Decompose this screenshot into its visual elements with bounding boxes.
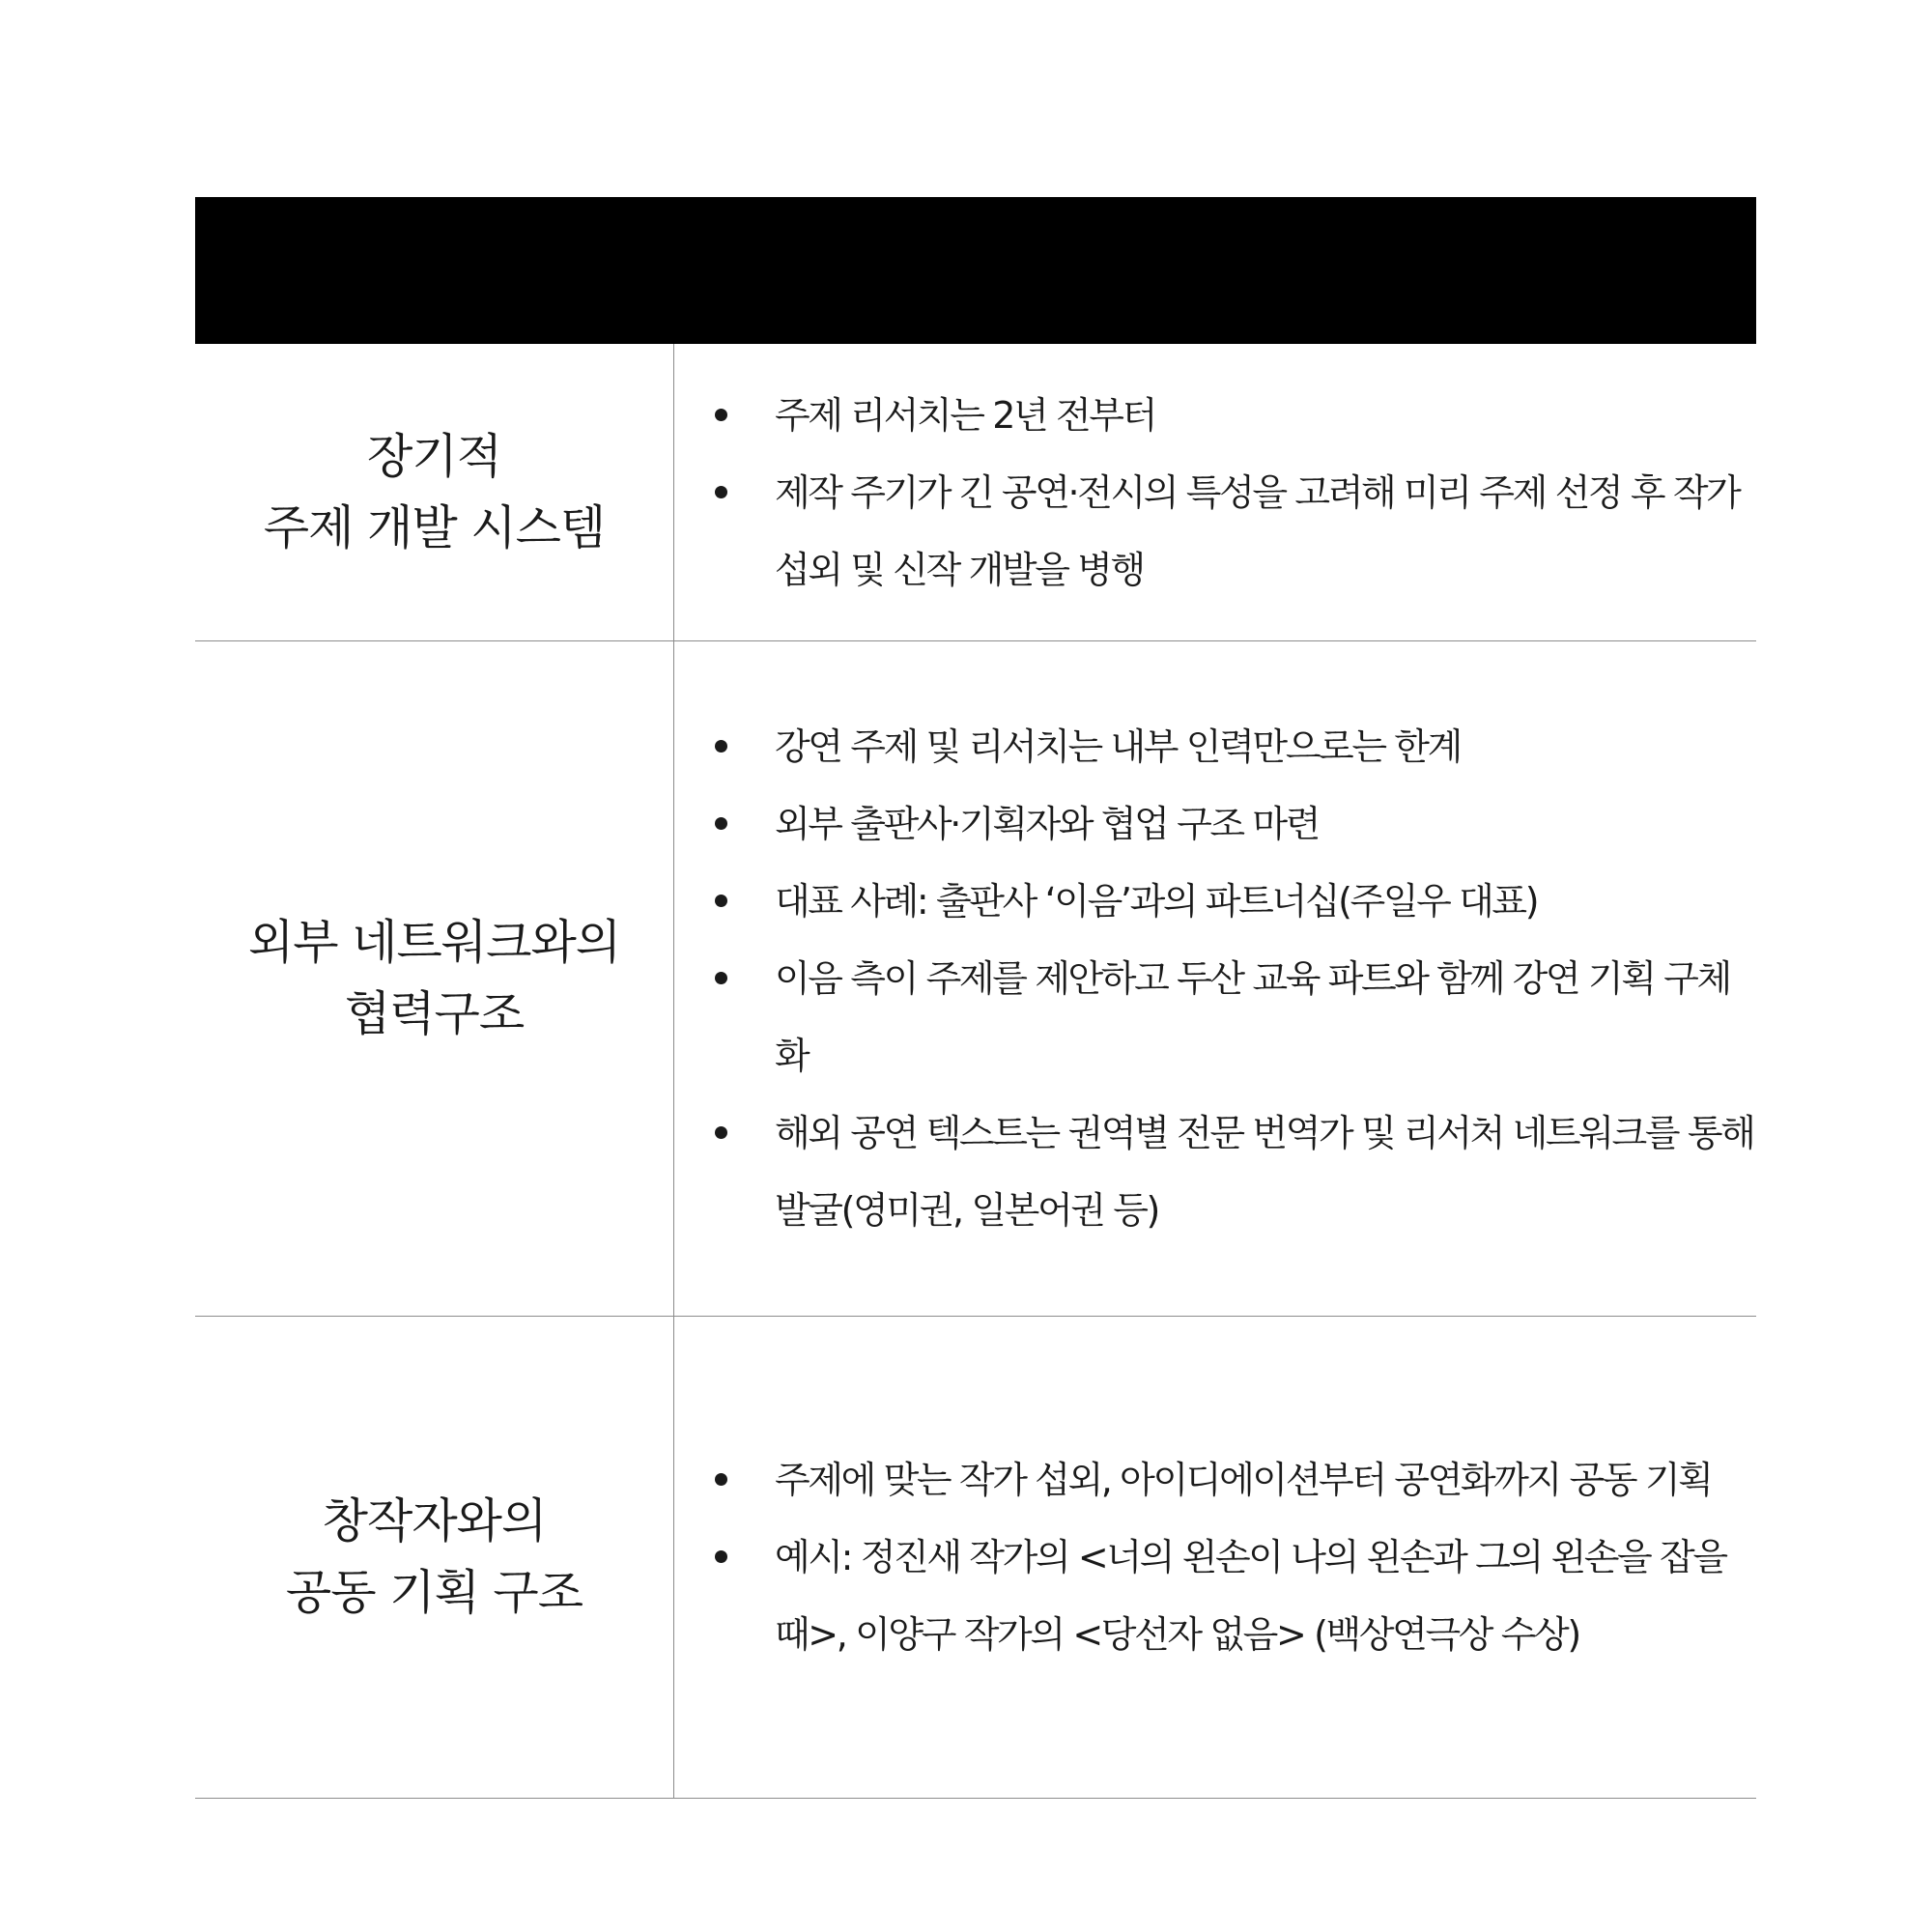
table-row — [195, 641, 1756, 1317]
bullet-text: 이음 측이 주제를 제안하고 두산 교육 파트와 함께 강연 기획 구체화 — [775, 957, 1730, 1077]
bullet-list — [703, 377, 1756, 609]
table-header-bar — [195, 197, 1756, 344]
bullet-dot-icon — [715, 1550, 727, 1563]
row-title-line: 장기적 — [366, 428, 501, 484]
row-title-line: 주제 개발 시스템 — [263, 499, 606, 555]
row-title-cell — [195, 641, 674, 1316]
bullet-item — [703, 940, 1756, 1094]
bullet-item — [703, 454, 1756, 609]
table-row — [195, 344, 1756, 641]
bullet-text: 예시: 정진새 작가의 <너의 왼손이 나의 왼손과 그의 왼손을 잡을 때>, 이양구 작가의 <당선자 없음> (백상연극상 수상) — [775, 1536, 1726, 1656]
bullet-item — [703, 863, 1756, 940]
row-title-line: 외부 네트워크와의 — [247, 915, 621, 970]
bullet-text: 주제 리서치는 2년 전부터 — [775, 393, 1155, 437]
row-body-cell — [674, 1317, 1756, 1798]
row-title-cell — [195, 344, 674, 640]
bullet-item — [703, 785, 1756, 863]
bullet-list — [703, 708, 1756, 1249]
row-body-cell — [674, 641, 1756, 1316]
table-row — [195, 1317, 1756, 1799]
bullet-item — [703, 1441, 1756, 1519]
bullet-dot-icon — [715, 740, 727, 753]
bullet-dot-icon — [715, 972, 727, 984]
bullet-item — [703, 1094, 1756, 1249]
bullet-text: 강연 주제 및 리서치는 내부 인력만으로는 한계 — [775, 725, 1461, 768]
bullet-item — [703, 1519, 1756, 1673]
bullet-dot-icon — [715, 409, 727, 421]
bullet-text: 제작 주기가 긴 공연·전시의 특성을 고려해 미리 주제 선정 후 작가 섭외 및 신작 개발을 병행 — [775, 470, 1740, 591]
bullet-text: 외부 출판사·기획자와 협업 구조 마련 — [775, 803, 1320, 845]
bullet-item — [703, 377, 1756, 454]
row-title — [286, 1486, 582, 1629]
bullet-text: 대표 사례: 출판사 ‘이음’과의 파트너십(주일우 대표) — [775, 880, 1538, 923]
bullet-text: 해외 공연 텍스트는 권역별 전문 번역가 및 리서처 네트워크를 통해 발굴(영미권, 일본어권 등) — [775, 1112, 1754, 1232]
bullet-dot-icon — [715, 1473, 727, 1486]
bullet-dot-icon — [715, 895, 727, 907]
bullet-dot-icon — [715, 486, 727, 498]
bullet-text: 주제에 맞는 작가 섭외, 아이디에이션부터 공연화까지 공동 기획 — [775, 1459, 1712, 1501]
bullet-dot-icon — [715, 1126, 727, 1139]
row-title-line: 공동 기획 구조 — [285, 1565, 583, 1620]
bullet-item — [703, 708, 1756, 785]
row-title — [264, 421, 606, 564]
row-title-line: 창작자와의 — [322, 1493, 547, 1548]
bullet-dot-icon — [715, 817, 727, 830]
row-title — [248, 907, 620, 1050]
row-title-line: 협력구조 — [344, 986, 525, 1041]
bullet-list — [703, 1441, 1756, 1673]
summary-table — [195, 197, 1756, 1799]
row-title-cell — [195, 1317, 674, 1798]
row-body-cell — [674, 344, 1756, 640]
